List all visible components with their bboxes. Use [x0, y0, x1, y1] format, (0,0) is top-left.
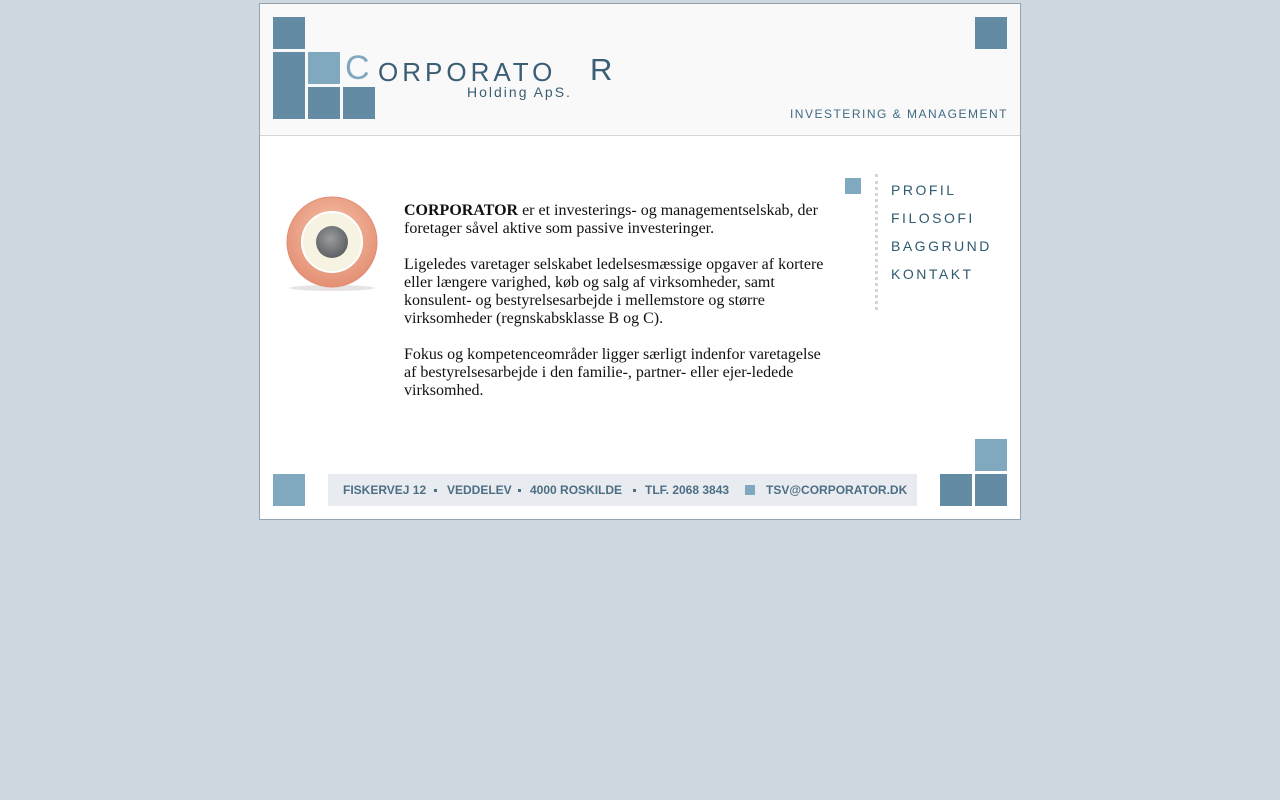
- address-city: 4000 ROSKILDE: [530, 483, 623, 497]
- nav-active-marker: [845, 178, 861, 194]
- separator-dot: [633, 489, 636, 492]
- footer-block-left: [940, 474, 972, 506]
- logo-block-5: [343, 87, 375, 119]
- main-nav: [891, 178, 992, 290]
- target-icon: [285, 196, 379, 292]
- logo-block-3: [308, 52, 340, 84]
- footer-left-block: [273, 474, 305, 506]
- email-link[interactable]: TSV@CORPORATOR.DK: [766, 483, 908, 497]
- phone-number: TLF. 2068 3843: [645, 483, 730, 497]
- logo-block-4: [308, 87, 340, 119]
- page-frame: [259, 3, 1021, 520]
- nav-divider: [875, 174, 878, 310]
- separator-square: [745, 485, 755, 495]
- address-area: VEDDELEV: [447, 483, 512, 497]
- logo-subtitle: Holding ApS.: [467, 84, 572, 100]
- company-name: CORPORATOR: [404, 202, 519, 219]
- separator-dot: [434, 489, 437, 492]
- header-corner-block: [975, 17, 1007, 49]
- logo-initial: C: [345, 49, 370, 87]
- nav-item-kontakt[interactable]: KONTAKT: [891, 266, 974, 282]
- services-paragraph: Ligeledes varetager selskabet ledelsesmæssige opgaver af kortere eller længere varighed, køb og salg af virksomheder, samt konsulent- og bestyrelsesarbejde i mellemstore og større virksomheder (regnskabsklasse B og C).: [404, 256, 824, 327]
- nav-item-filosofi[interactable]: FILOSOFI: [891, 210, 975, 226]
- footer-block-top: [975, 439, 1007, 471]
- main-content: [404, 202, 824, 418]
- logo-final: R: [590, 52, 613, 87]
- logo-block-2: [273, 52, 305, 119]
- address-street: FISKERVEJ 12: [343, 483, 427, 497]
- logo-name: ORPORATO: [378, 57, 557, 87]
- nav-item-profil[interactable]: PROFIL: [891, 182, 957, 198]
- intro-paragraph: [404, 202, 824, 238]
- focus-paragraph: Fokus og kompetenceområder ligger særligt indenfor varetagelse af bestyrelsesarbejde i den familie-, partner- eller ejer-ledede virksomhed.: [404, 346, 821, 399]
- footer-block-right: [975, 474, 1007, 506]
- logo-block-1: [273, 17, 305, 49]
- intro-text: er et investerings- og managementselskab, der foretager såvel aktive som passive investeringer.: [404, 202, 818, 237]
- separator-dot: [518, 489, 521, 492]
- tagline: INVESTERING & MANAGEMENT: [789, 107, 1008, 121]
- header: [260, 4, 1020, 136]
- nav-item-baggrund[interactable]: BAGGRUND: [891, 238, 992, 254]
- footer-address-bar: [328, 474, 917, 506]
